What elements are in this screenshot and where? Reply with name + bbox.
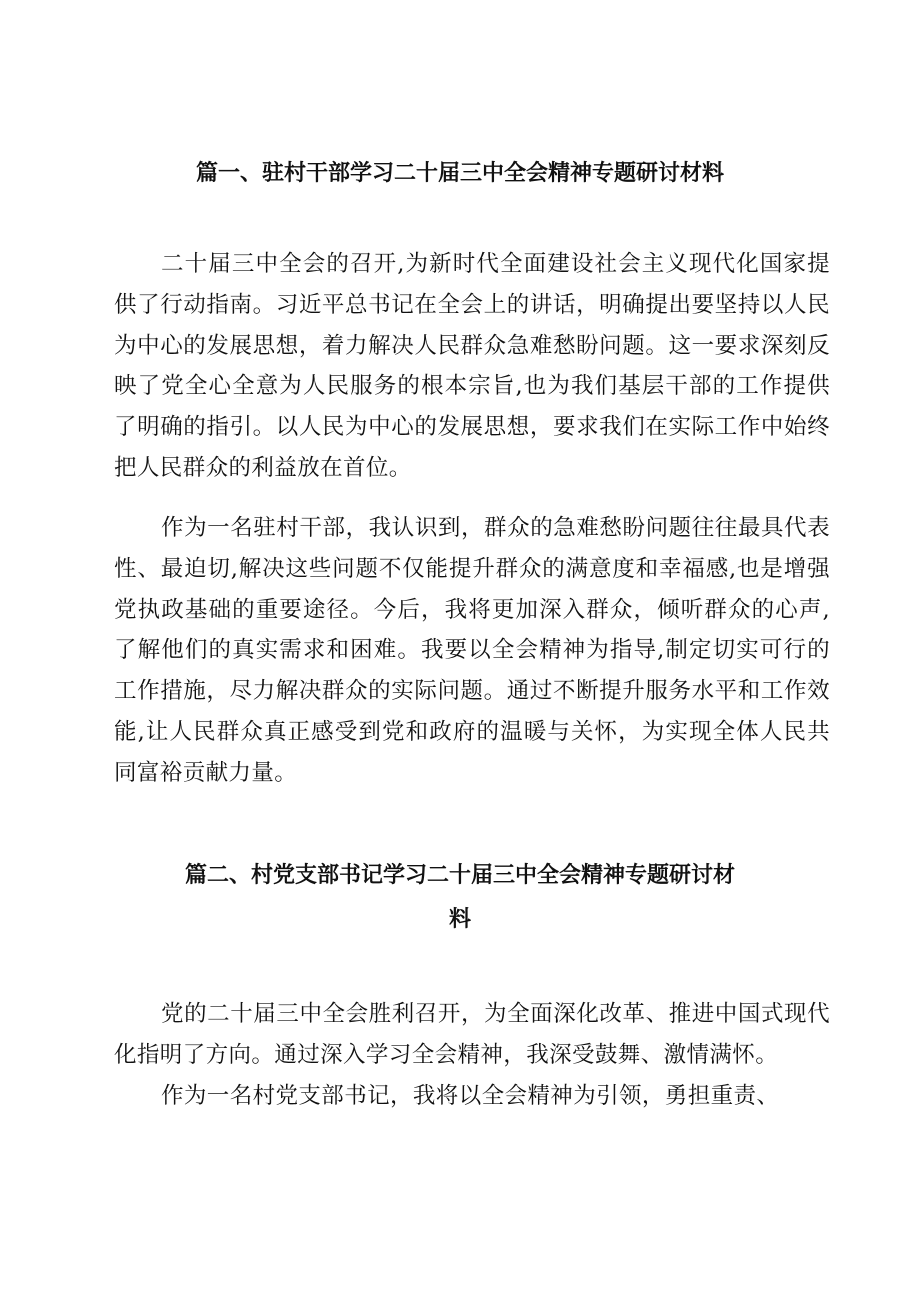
section-1-paragraph-2: 作为一名驻村干部，我认识到，群众的急难愁盼问题往往最具代表性、最迫切,解决这些问题不仅能提升群众的满意度和幸福感,也是增强党执政基础的重要途径。今后，我将更加深入群众，倾听群众的心声,了解他们的真实需求和困难。我要以全会精神为指导,制定切实可行的工作措施，尽力解决群众的实际问题。通过不断提升服务水平和工作效能,让人民群众真正感受到党和政府的温暖与关怀，为实现全体人民共同富裕贡献力量。 (114, 515, 830, 786)
section-1-title: 篇一、驻村干部学习二十届三中全会精神专题研讨材料 (195, 161, 724, 186)
section-2-paragraph-1: 党的二十届三中全会胜利召开，为全面深化改革、推进中国式现代化指明了方向。通过深入学习全会精神，我深受鼓舞、激情满怀。 (114, 1001, 830, 1068)
section-2-title-line-1: 篇二、村党支部书记学习二十届三中全会精神专题研讨材 (184, 863, 735, 888)
section-2-paragraph-2: 作为一名村党支部书记，我将以全会精神为引领，勇担重责、 (161, 1083, 780, 1109)
section-2-title-line-2: 料 (448, 907, 471, 932)
section-1-paragraph-1: 二十届三中全会的召开,为新时代全面建设社会主义现代化国家提供了行动指南。习近平总书记在全会上的讲话，明确提出要坚持以人民为中心的发展思想，着力解决人民群众急难愁盼问题。这一要求深刻反映了党全心全意为人民服务的根本宗旨,也为我们基层干部的工作提供了明确的指引。以人民为中心的发展思想，要求我们在实际工作中始终把人民群众的利益放在首位。 (114, 251, 830, 481)
